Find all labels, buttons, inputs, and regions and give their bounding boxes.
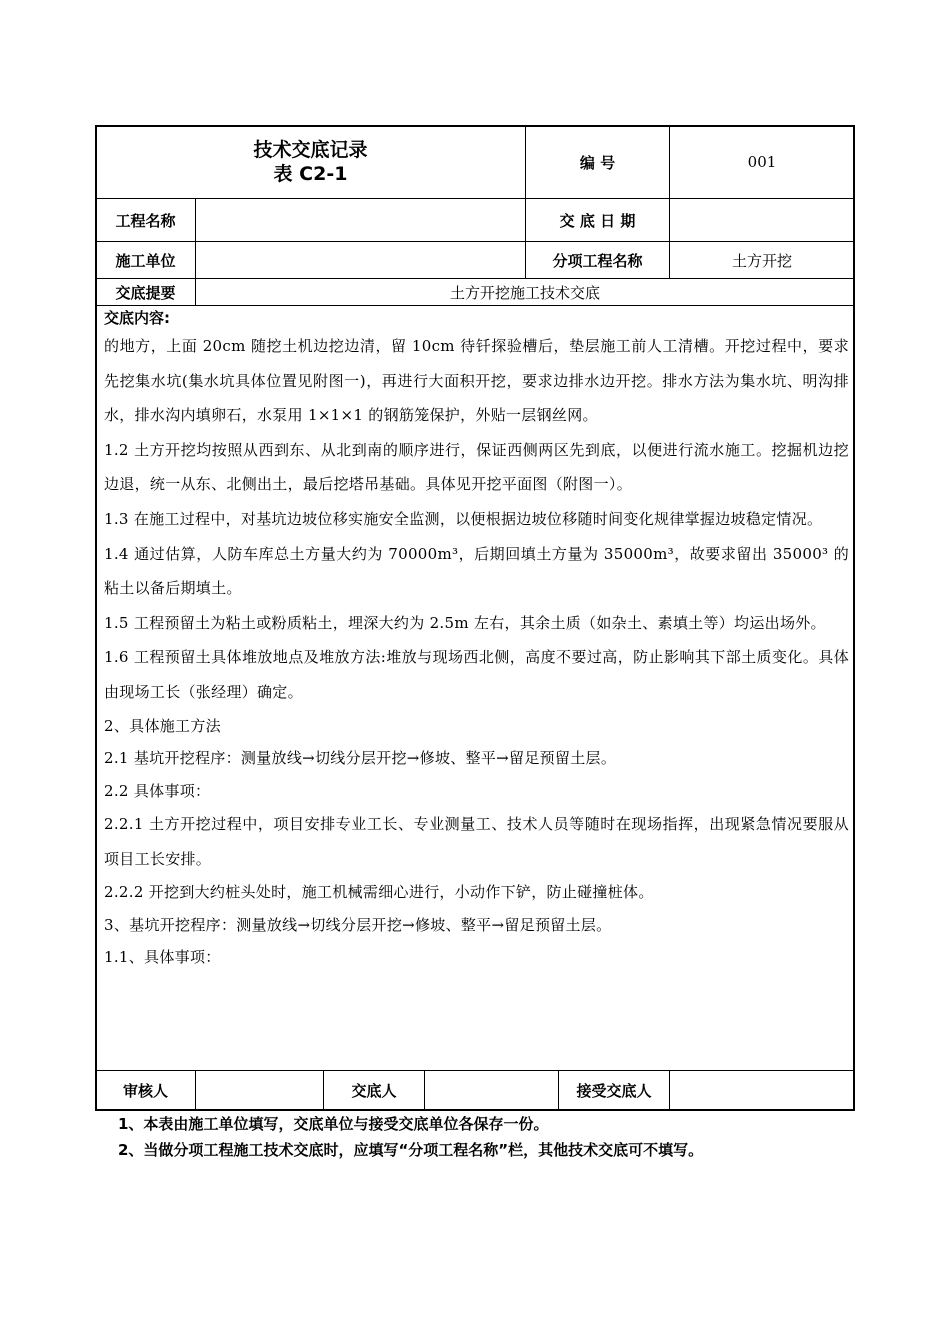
summary-label: 交底提要 <box>115 283 176 302</box>
sub-project-label: 分项工程名称 <box>552 251 643 270</box>
form-title: 技术交底记录 <box>253 139 368 161</box>
sub-project-field[interactable]: 土方开挖 <box>731 251 792 270</box>
content-paragraph: 1.5 工程预留土为粘土或粉质粘土，埋深大约为 2.5m 左右，其余土质（如杂土、素填土等）均运出场外。 <box>104 613 826 632</box>
date-field[interactable] <box>670 199 854 241</box>
discloser-field[interactable] <box>425 1071 558 1110</box>
unit-field[interactable] <box>196 242 525 278</box>
form-title-block <box>96 126 525 198</box>
content-paragraph: 1.6 工程预留土具体堆放地点及堆放方法:堆放与现场西北侧，高度不要过高，防止影响其下部土质变化。具体由现场工长（张经理）确定。 <box>104 648 849 701</box>
content-paragraph: 1.1、具体事项： <box>104 948 221 967</box>
content-paragraph: 2.1 基坑开挖程序：测量放线→切线分层开挖→修坡、整平→留足预留土层。 <box>104 749 617 768</box>
content-paragraph: 3、基坑开挖程序：测量放线→切线分层开挖→修坡、整平→留足预留土层。 <box>104 915 612 934</box>
receiver-label: 接受交底人 <box>576 1082 652 1100</box>
discloser-label: 交底人 <box>351 1082 397 1100</box>
disclosure-content <box>104 307 849 974</box>
content-paragraph: 1.2 土方开挖均按照从西到东、从北到南的顺序进行，保证西侧两区先到底，以便进行流水施工。挖掘机边挖边退，统一从东、北侧出土，最后挖塔吊基础。具体见开挖平面图（附图一）。 <box>104 440 849 494</box>
form-code: 表 C2-1 <box>273 163 348 185</box>
content-paragraph: 的地方，上面 20cm 随挖土机边挖边清，留 10cm 待钎探验槽后，垫层施工前人工清槽。开挖过程中，要求先挖集水坑(集水坑具体位置见附图一)，再进行大面积开挖，要求边排水边开挖。排水方法为集水坑、明沟排水，排水沟内填卵石，水泵用 1×1×1 的钢筋笼保护，外贴一层钢丝网。 <box>104 337 849 425</box>
number-value[interactable]: 001 <box>747 153 777 171</box>
row-divider <box>96 305 854 306</box>
unit-label: 施工单位 <box>115 251 176 270</box>
content-paragraph: 2.2.1 土方开挖过程中，项目安排专业工长、专业测量工、技术人员等随时在现场指挥，出现紧急情况要服从项目工长安排。 <box>104 815 849 868</box>
date-label: 交 底 日 期 <box>559 211 636 230</box>
content-paragraph: 2.2.2 开挖到大约桩头处时，施工机械需细心进行，小动作下铲，防止碰撞桩体。 <box>104 883 654 902</box>
summary-field[interactable]: 土方开挖施工技术交底 <box>449 283 600 302</box>
receiver-field[interactable] <box>670 1071 854 1110</box>
content-paragraph: 2.2 具体事项： <box>104 781 211 800</box>
footnote: 2、当做分项工程施工技术交底时，应填写“分项工程名称”栏，其他技术交底可不填写。 <box>118 1141 704 1159</box>
reviewer-label: 审核人 <box>122 1082 168 1100</box>
content-label: 交底内容: <box>104 309 170 327</box>
project-name-label: 工程名称 <box>115 211 176 230</box>
project-name-field[interactable] <box>196 199 525 241</box>
reviewer-field[interactable] <box>196 1071 323 1110</box>
number-label: 编 号 <box>579 153 616 172</box>
content-paragraph: 1.3 在施工过程中，对基坑边坡位移实施安全监测，以便根据边坡位移随时间变化规律掌握边坡稳定情况。 <box>104 509 823 528</box>
footnote: 1、本表由施工单位填写，交底单位与接受交底单位各保存一份。 <box>118 1115 549 1133</box>
content-paragraph: 2、具体施工方法 <box>104 716 221 735</box>
content-paragraph: 1.4 通过估算，人防车库总土方量大约为 70000m³，后期回填土方量为 35000m³，故要求留出 35000³ 的粘土以备后期填土。 <box>104 544 849 598</box>
